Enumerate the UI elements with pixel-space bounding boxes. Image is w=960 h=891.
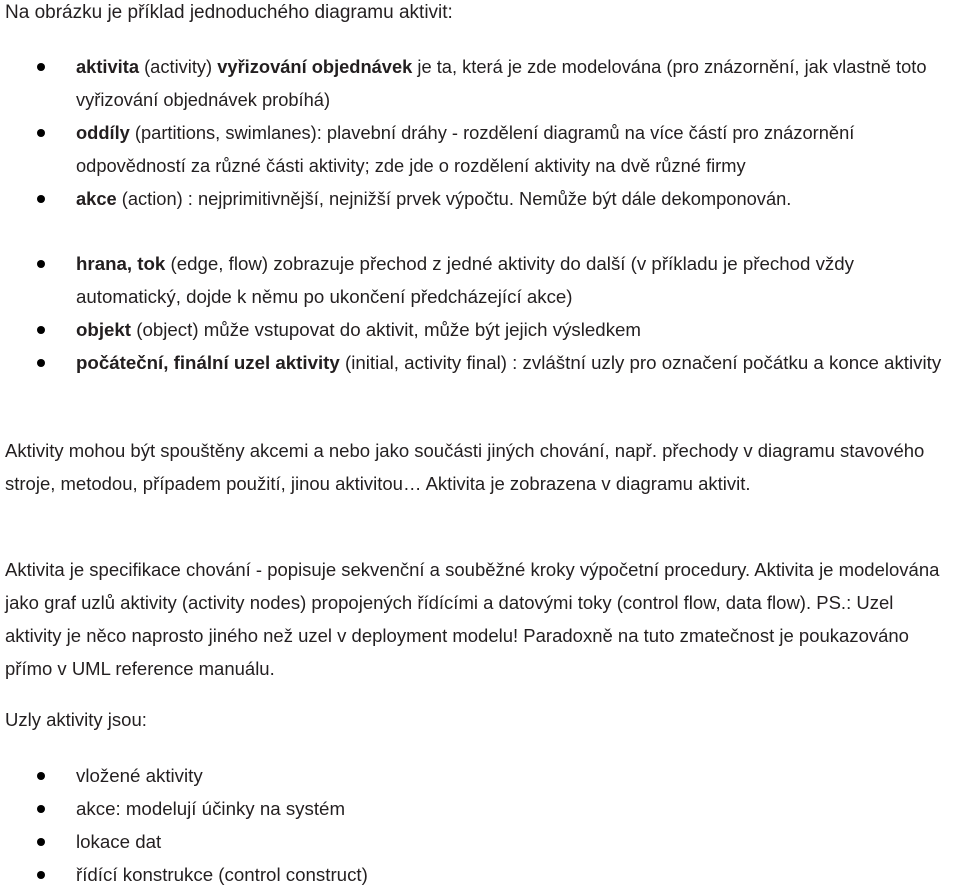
bullet-icon <box>37 838 45 846</box>
item-text: vložené aktivity <box>76 765 203 786</box>
bullet-icon <box>37 260 45 268</box>
bullet-icon <box>37 63 45 71</box>
definition-list-continued <box>0 247 956 379</box>
list-item <box>0 182 956 215</box>
bullet-icon <box>37 326 45 334</box>
list-item <box>0 346 956 379</box>
paragraph: Aktivity mohou být spouštěny akcemi a nebo jako součásti jiných chování, např. přechody v diagramu stavového stroje, metodou, případem použití, jinou aktivitou… Aktivita je zobrazena v diagramu aktivit. <box>5 440 925 494</box>
bullet-icon <box>37 805 45 813</box>
bullet-icon <box>37 195 45 203</box>
intro-text: Na obrázku je příklad jednoduchého diagramu aktivit: <box>5 2 453 23</box>
term: počáteční, finální uzel aktivity <box>76 352 340 373</box>
term: akce <box>76 188 117 209</box>
bullet-icon <box>37 359 45 367</box>
list-item <box>0 247 956 313</box>
item-text: je ta, která je zde modelována (pro znázornění, jak vlastně toto vyřizování objednávek probíhá) <box>76 56 927 110</box>
term: hrana, tok <box>76 253 166 274</box>
list-item <box>0 792 956 825</box>
bullet-icon <box>37 871 45 879</box>
list-item <box>0 825 956 858</box>
item-text: řídící konstrukce (control construct) <box>76 864 368 885</box>
list-item <box>0 116 956 182</box>
term: objekt <box>76 319 132 340</box>
item-text: (object) může vstupovat do aktivit, může být jejich výsledkem <box>131 319 642 340</box>
term: aktivita <box>76 56 140 77</box>
list-item <box>0 759 956 792</box>
item-text: (activity) <box>139 56 218 77</box>
list-item <box>0 858 956 891</box>
definition-list <box>0 50 956 215</box>
list-item <box>0 313 956 346</box>
node-list <box>0 759 956 891</box>
item-text: akce: modelují účinky na systém <box>76 798 346 819</box>
bullet-icon <box>37 129 45 137</box>
bullet-icon <box>37 772 45 780</box>
term: vyřizování objednávek <box>217 56 413 77</box>
list-item <box>0 50 956 116</box>
item-text: (initial, activity final) : zvláštní uzly pro označení počátku a konce aktivity <box>339 352 942 373</box>
item-text: (action) : nejprimitivnější, nejnižší prvek výpočtu. Nemůže být dále dekomponován. <box>116 188 792 209</box>
term: oddíly <box>76 122 130 143</box>
paragraph: Aktivita je specifikace chování - popisuje sekvenční a souběžné kroky výpočetní procedury. Aktivita je modelována jako graf uzlů aktivity (activity nodes) propojených řídícími a datovými toky (control flow, data flow). PS.: Uzel aktivity je něco naprosto jiného než uzel v deployment modelu! Paradoxně na tuto zmatečnost je poukazováno přímo v UML reference manuálu. <box>5 559 940 679</box>
item-text: (partitions, swimlanes): plavební dráhy - rozdělení diagramů na více částí pro znázornění odpovědností za různé části aktivity; zde jde o rozdělení aktivity na dvě různé firmy <box>76 122 855 176</box>
item-text: (edge, flow) zobrazuje přechod z jedné aktivity do další (v příkladu je přechod vždy automatický, dojde k němu po ukončení předcházející akce) <box>76 253 854 307</box>
paragraph: Uzly aktivity jsou: <box>5 709 147 730</box>
item-text: lokace dat <box>76 831 162 852</box>
